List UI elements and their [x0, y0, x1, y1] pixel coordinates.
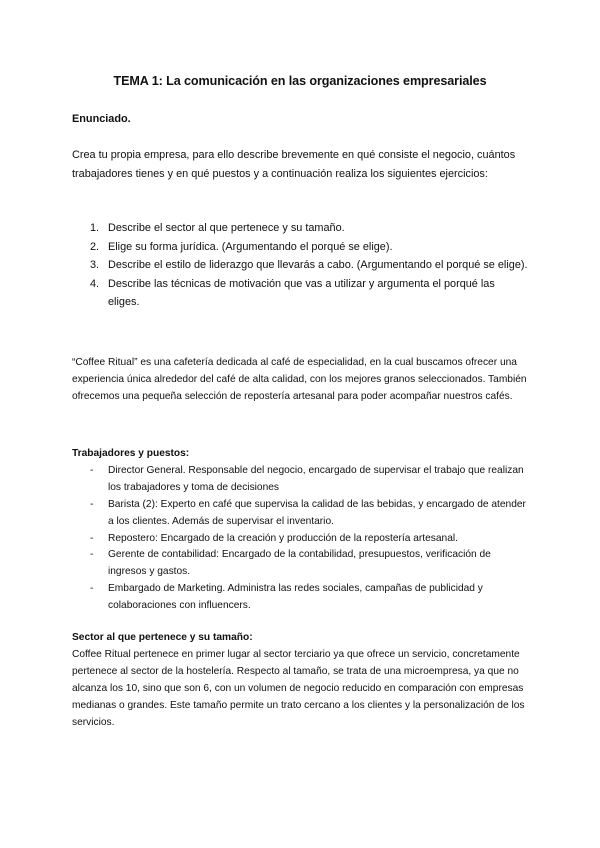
page-title: TEMA 1: La comunicación en las organizaciones empresariales — [113, 74, 487, 88]
worker-text: Gerente de contabilidad: Encargado de la contabilidad, presupuestos, verificación de ingresos y gastos. — [108, 549, 491, 578]
worker-item — [72, 547, 528, 581]
exercise-number: 1. — [90, 222, 100, 234]
worker-item — [72, 581, 528, 615]
exercise-item — [72, 275, 528, 312]
business-section — [72, 355, 528, 406]
enunciado-section — [72, 110, 528, 129]
worker-item — [72, 531, 528, 548]
exercise-number: 4. — [90, 277, 100, 290]
exercise-item — [72, 238, 528, 257]
worker-text: Embargado de Marketing. Administra las redes sociales, campañas de publicidad y colaboraciones con influencers. — [108, 583, 483, 612]
worker-text: Barista (2): Experto en café que supervisa la calidad de las bebidas, y encargado de atender a los clientes. Además de supervisar el inventario. — [108, 498, 526, 527]
exercises-section — [72, 219, 528, 312]
worker-text: Director General. Responsable del negocio, encargado de supervisar el trabajo que realizan los trabajadores y toma de decisiones — [108, 464, 524, 493]
workers-section — [72, 446, 528, 615]
exercise-text: Describe las técnicas de motivación que vas a utilizar y argumenta el porqué las eliges. — [108, 277, 495, 308]
workers-heading: Trabajadores y puestos: — [72, 448, 190, 459]
worker-item — [72, 497, 528, 531]
worker-item — [72, 463, 528, 497]
sector-paragraph: Coffee Ritual pertenece en primer lugar al sector terciario ya que ofrece un servicio, concretamente pertenece al sector de la hostelería. Respecto al tamaño, se trata de una microempresa, ya que no alcanza los 10, sino que son 6, con un volumen de negocio reducido en comparación con empresas medianas o grandes. Este tamaño permite un trato cercano a los clientes y la personalización de los servicios. — [72, 648, 525, 728]
intro-section — [72, 146, 528, 183]
workers-list — [72, 463, 528, 615]
worker-text: Repostero: Encargado de la creación y producción de la repostería artesanal. — [108, 532, 458, 544]
exercise-item — [72, 219, 528, 238]
enunciado-heading: Enunciado. — [72, 113, 131, 125]
dash-bullet: - — [90, 583, 94, 595]
exercise-number: 3. — [90, 259, 100, 271]
exercise-text: Describe el estilo de liderazgo que llevarás a cabo. (Argumentando el porqué se elige). — [108, 259, 528, 271]
exercise-list — [72, 219, 528, 312]
exercise-number: 2. — [90, 240, 100, 253]
business-description: “Coffee Ritual” es una cafetería dedicada al café de especialidad, en la cual buscamos ofrecer una experiencia única alrededor del café de alta calidad, con los mejores granos seleccionados. También ofrecemos una pequeña selección de repostería artesanal para poder acompañar nuestros cafés. — [72, 357, 527, 402]
dash-bullet: - — [90, 464, 94, 476]
exercise-item — [72, 256, 528, 275]
sector-heading: Sector al que pertenece y su tamaño: — [72, 632, 253, 643]
sector-section — [72, 630, 528, 731]
exercise-text: Elige su forma jurídica. (Argumentando el porqué se elige). — [108, 240, 393, 253]
intro-paragraph: Crea tu propia empresa, para ello describe brevemente en qué consiste el negocio, cuántos trabajadores tienes y en qué puestos y a continuación realiza los siguientes ejercicios: — [72, 149, 516, 180]
dash-bullet: - — [90, 498, 94, 510]
exercise-text: Describe el sector al que pertenece y su tamaño. — [108, 222, 345, 234]
dash-bullet: - — [90, 532, 94, 544]
dash-bullet: - — [90, 549, 94, 561]
